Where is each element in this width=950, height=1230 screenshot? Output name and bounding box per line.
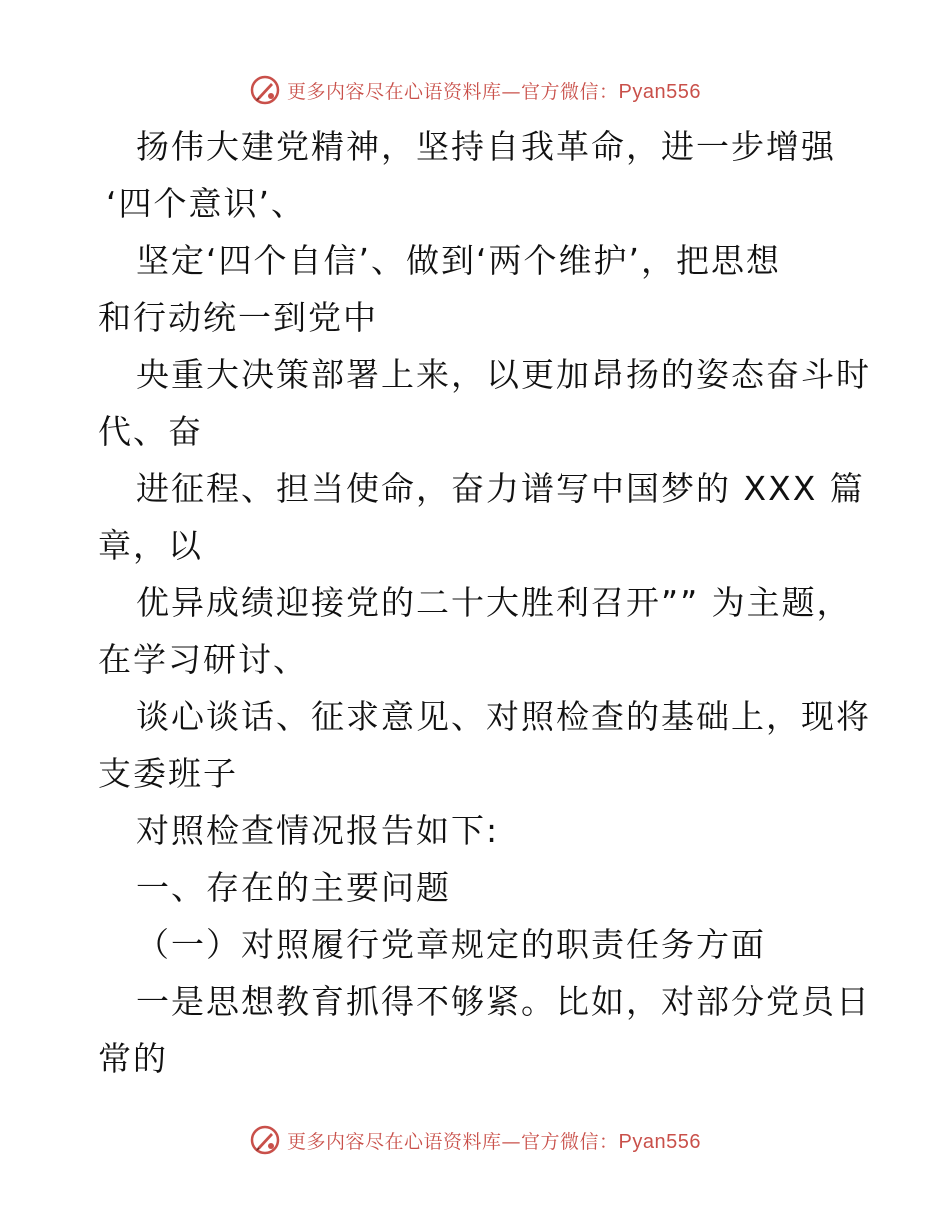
document-line: 谈心谈话、征求意见、对照检查的基础上，现将: [136, 697, 871, 736]
footer-banner-label: 官方微信：: [521, 1130, 619, 1153]
header-banner-id: Pyan556: [618, 80, 701, 103]
footer-banner: [0, 1120, 950, 1160]
document-line: ‘四个意识’、: [106, 184, 306, 223]
document-line: 和行动统一到党中: [98, 298, 378, 337]
header-banner: [0, 70, 950, 110]
header-banner-text: [287, 77, 701, 104]
subsection-heading: （一）对照履行党章规定的职责任务方面: [136, 925, 766, 964]
document-line: 常的: [98, 1039, 168, 1078]
document-line: 坚定‘四个自信’、做到‘两个维护’，把思想: [136, 241, 781, 280]
document-line: 在学习研讨、: [98, 640, 308, 679]
document-body: [98, 118, 871, 1087]
document-line: 章，以: [98, 526, 203, 565]
document-line: 支委班子: [98, 754, 238, 793]
quill-pen-seal-icon: [249, 74, 281, 106]
document-line: 央重大决策部署上来，以更加昂扬的姿态奋斗时: [136, 355, 871, 394]
header-banner-label: 官方微信：: [521, 80, 619, 103]
document-line: 一是思想教育抓得不够紧。比如，对部分党员日: [136, 982, 871, 1021]
quill-pen-seal-icon: [249, 1124, 281, 1156]
footer-banner-text: [287, 1127, 701, 1154]
footer-banner-separator: —: [501, 1130, 522, 1153]
section-heading: 一、存在的主要问题: [136, 868, 451, 907]
document-line: 对照检查情况报告如下:: [136, 811, 500, 850]
header-banner-separator: —: [501, 80, 522, 103]
footer-banner-id: Pyan556: [618, 1130, 701, 1153]
document-line: 进征程、担当使命，奋力谱写中国梦的 XXX 篇: [136, 469, 865, 508]
footer-banner-cn: 更多内容尽在心语资料库: [287, 1130, 502, 1153]
header-banner-cn: 更多内容尽在心语资料库: [287, 80, 502, 103]
document-line: 扬伟大建党精神，坚持自我革命，进一步增强: [136, 127, 836, 166]
document-line: 优异成绩迎接党的二十大胜利召开”” 为主题，: [136, 583, 852, 622]
document-line: 代、奋: [98, 412, 203, 451]
